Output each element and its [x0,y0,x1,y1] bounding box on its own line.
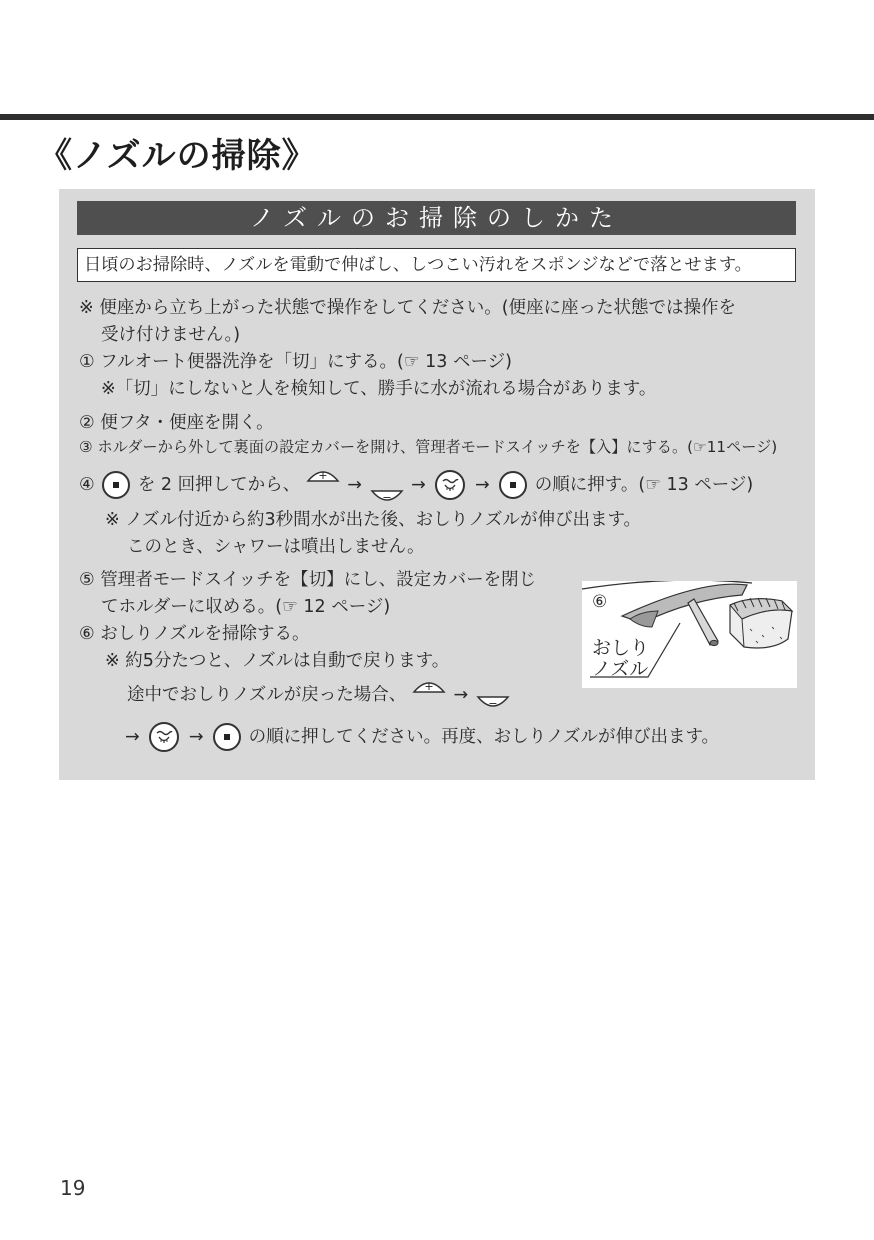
nozzle-illustration [582,581,797,688]
stop-button-icon [213,723,241,751]
step-1: ① フルオート便器洗浄を「切」にする。(☞ 13 ページ) [79,352,512,372]
minus-button-icon [370,490,404,506]
instruction-panel [59,189,815,780]
figure-step-marker: ⑥ [592,592,608,612]
plus-sign: + [318,469,328,482]
step-4-note-1: ※ ノズル付近から約3秒間水が出た後、おしりノズルが伸び出ます。 [105,510,642,530]
plus-button-icon [306,466,340,482]
step-5-line-1: ⑤ 管理者モードスイッチを【切】にし、設定カバーを閉じ [79,570,537,590]
nozzle-clean-button-icon [149,722,179,752]
plus-sign: + [424,680,434,693]
step-2: ② 便フタ・便座を開く。 [79,413,274,433]
step-4-suffix-text: の順に押す。(☞ 13 ページ) [534,475,754,495]
minus-button-icon [476,696,510,712]
figure-label-line2: ノズル [592,658,649,680]
step-6-note-3 [123,722,719,752]
arrow: → [125,727,140,747]
step-6-note-2-text: 途中でおしりノズルが戻った場合、 [127,685,407,705]
step-6: ⑥ おしりノズルを掃除する。 [79,624,310,644]
nozzle-diagram-svg [582,581,797,688]
step-4-mid-text: を 2 回押してから、 [137,475,301,495]
arrow: → [188,727,204,747]
section-title: 《ノズルの掃除》 [38,136,317,176]
arrow: → [453,685,469,705]
step-5-line-2: てホルダーに収める。(☞ 12 ページ) [101,597,391,617]
note-standing-cont: 受け付けません。) [101,325,241,345]
step-6-note: ※ 約5分たつと、ノズルは自動で戻ります。 [105,651,450,671]
top-rule [0,114,874,120]
panel-banner: ノズルのお掃除のしかた [77,201,796,235]
step-4-note-2: このとき、シャワーは噴出しません。 [127,537,425,557]
step-4 [79,469,754,504]
nozzle-clean-button-icon [435,470,465,500]
step-3: ③ ホルダーから外して裏面の設定カバーを開け、管理者モードスイッチを【入】にする。(☞11ページ) [79,438,778,456]
intro-text: 日頃のお掃除時、ノズルを電動で伸ばし、しつこい汚れをスポンジなどで落とせます。 [77,248,796,282]
minus-sign: − [381,491,392,504]
arrow: → [411,475,426,495]
plus-button-icon [412,677,446,693]
arrow: → [474,475,490,495]
stop-button-icon [102,471,130,499]
step-4-number: ④ [79,475,95,495]
step-1-note: ※「切」にしないと人を検知して、勝手に水が流れる場合があります。 [101,379,657,399]
minus-sign: − [488,697,498,710]
step-6-note-3-text: の順に押してください。再度、おしりノズルが伸び出ます。 [248,727,720,747]
stop-button-icon [499,471,527,499]
figure-label-line1: おしり [592,637,650,659]
arrow: → [347,475,362,495]
page-number: 19 [60,1176,86,1200]
step-6-note-2 [127,680,510,710]
note-standing: ※ 便座から立ち上がった状態で操作をしてください。(便座に座った状態では操作を [79,298,737,318]
